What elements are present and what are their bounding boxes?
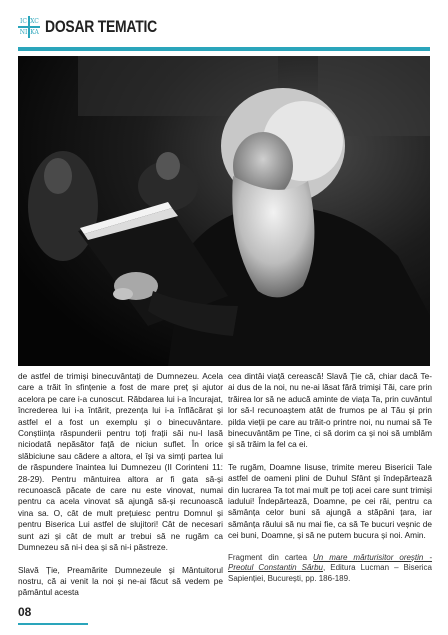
source-note-prefix: Fragment din cartea [228,552,314,562]
cross-logo-icon [18,16,40,38]
footer-rule [18,623,88,625]
page-header [18,12,430,42]
page-number: 08 [18,605,32,619]
logo-letter: IC [20,18,27,25]
logo-letter: NI [19,29,28,36]
body-paragraph: de astfel de trimiși binecuvântați de Dumnezeu. Acela care a trăit în sfințenie a fost de mare preț și ajutor acelora pe care i-a cunoscut. Răbdarea lui i-a încurajat, încrederea lui i-a întărit, prezența lui i-a înflăcărat și astfel el a fost un exemplu și o binecuvântare. Conștiința răspunderii pentru toți frații săi nu-l lasă niciodată nepăsător față de niciun suflet. În orice slăbiciune sau cădere a altora, el își va simți partea lui de răspundere înaintea lui Dumnezeu (II Corinteni 11: 28-29). Pentru mântuirea altora ar fi gata să-și recunoască păcate de care nu este vinovat, numai pentru ca acela vinovat să ajungă să-și recunoască vina sa. O, cât de mult prețuiesc pentru Domnul și pentru Biserica Lui astfel de slujitori! Cât de necesari sunt azi și cât de mult ar trebui să ne rugăm ca Dumnezeu să ni-i dea și să ni-i păstreze. [18,371,223,553]
source-book-title: Un mare mărturisitor oreștin - Preotul Constantin Sârbu [228,552,433,573]
source-note-suffix: , Editura Lucman – Biserica Sapienției, București, pp. 186-189. [228,563,432,583]
article-column-right [228,371,432,595]
header-rule [18,47,430,51]
article-column-left [18,371,223,610]
body-paragraph: cea dintâi viață cerească! Slavă Ție că, chiar dacă Te-ai dus de la noi, nu ne-ai lăsat fără trimiși Tăi, care prin trăirea lor să ne aducă aminte de viața Ta, prin cuvântul lor să-l recunoaștem atât de frumos pe al Tău și prin pilda vieții pe care au trăit-o printre noi, nu numai să Te binecuvântăm pe Tine, ci să dorim ca și noi să umblăm și să trăim la fel ca ei. [228,371,432,450]
section-title: DOSAR TEMATIC [45,17,157,36]
source-note [228,553,432,585]
logo-letter: XC [30,18,39,25]
logo-letter: KA [30,29,39,36]
body-paragraph: Te rugăm, Doamne Iisuse, trimite mereu Bisericii Tale astfel de oameni plini de Duhul Sfânt și îndepărtează din lucrarea Ta tot mai mult pe toți acei care sunt trimiși iadului! Îndepărtează, Doamne, pe cei răi, pentru ca sămânța celor buni să ajungă a stăpâni țara, iar sămânța răului să nu mai fie, ca să Te bucuri veșnic de cei buni, Doamne, și să ne putem bucura și noi. Amin. [228,461,432,541]
article-photo [18,56,430,366]
elderly-monk-reading-icon [18,56,430,366]
body-paragraph: Slavă Ție, Preamărite Dumnezeule și Mântuitorul nostru, că ai venit la noi și ne-ai făcut să vedem pe pământul acesta [18,564,223,598]
